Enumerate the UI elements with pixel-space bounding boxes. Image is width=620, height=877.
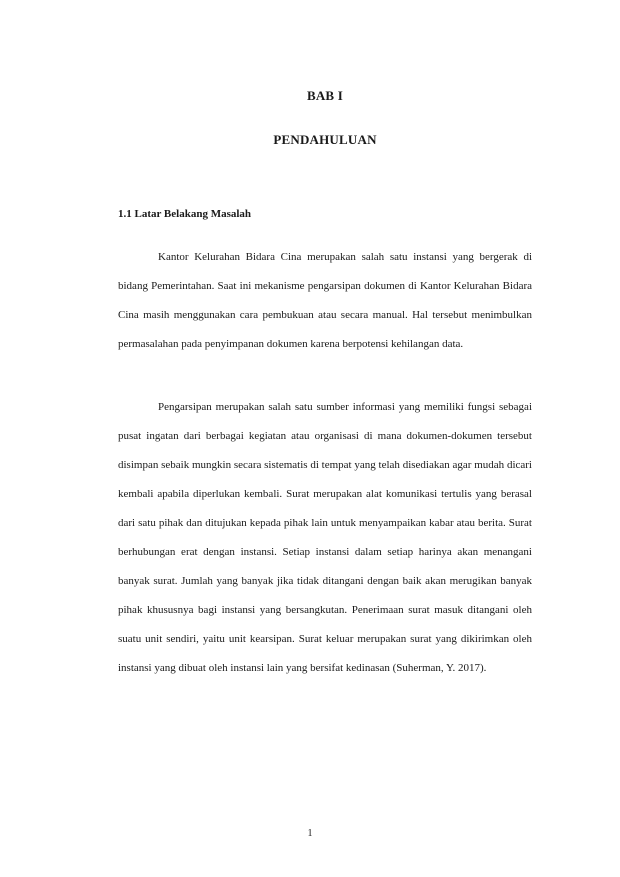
chapter-number: BAB I [306, 88, 344, 103]
paragraph-2 [118, 393, 532, 683]
page-number: 1 [307, 828, 313, 839]
paragraph-text: Pengarsipan merupakan salah satu sumber informasi yang memiliki fungsi sebagai pusat ingatan dari berbagai kegiatan atau organisasi di mana dokumen-dokumen tersebut disimpan sebaik mungkin secara sistematis di tempat yang telah disediakan agar mudah dicari kembali apabila diperlukan kembali. Surat merupakan alat komunikasi tertulis yang berasal dari satu pihak dan ditujukan kepada pihak lain untuk menyampaikan kabar atau berita. Surat berhubungan erat dengan instansi. Setiap instansi dalam setiap harinya akan menangani banyak surat. Jumlah yang banyak jika tidak ditangani dengan baik akan merugikan banyak pihak khususnya bagi instansi yang bersangkutan. Penerimaan surat masuk ditangani oleh suatu unit sendiri, yaitu unit kearsipan. Surat keluar merupakan surat yang dikirimkan oleh instansi yang dibuat oleh instansi lain yang bersifat kedinasan (Suherman, Y. 2017). [118, 401, 532, 674]
section-heading: 1.1 Latar Belakang Masalah [118, 208, 252, 220]
paragraph-1 [118, 243, 532, 359]
paragraph-text: Kantor Kelurahan Bidara Cina merupakan salah satu instansi yang bergerak di bidang Pemerintahan. Saat ini mekanisme pengarsipan dokumen di Kantor Kelurahan Bidara Cina masih menggunakan cara pembukuan atau secara manual. Hal tersebut menimbulkan permasalahan pada penyimpanan dokumen karena berpotensi kehilangan data. [118, 251, 532, 350]
chapter-title: PENDAHULUAN [273, 132, 377, 147]
